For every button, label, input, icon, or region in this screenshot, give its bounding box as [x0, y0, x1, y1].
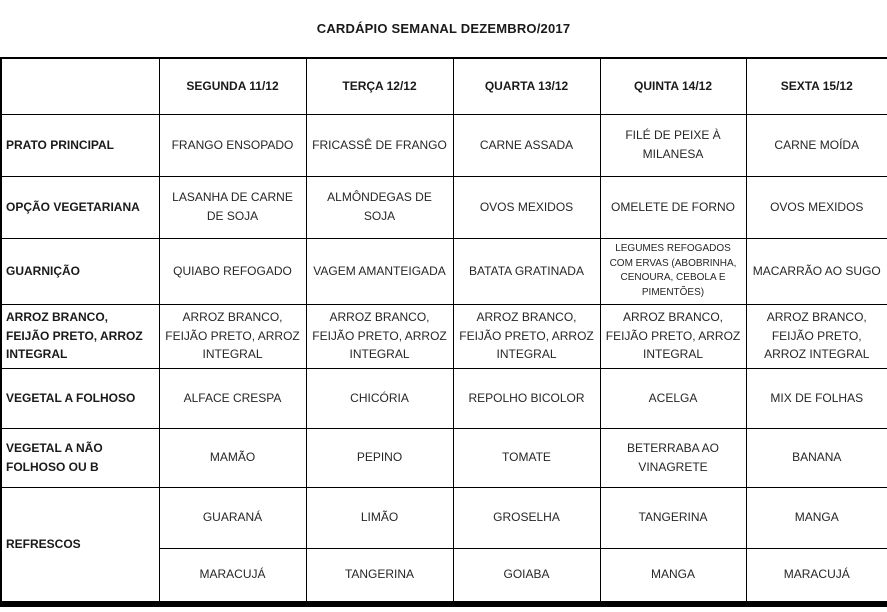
row-label-guarnicao: GUARNIÇÃO	[1, 238, 159, 304]
menu-cell: CARNE ASSADA	[453, 114, 600, 176]
table-row-vegetal-nao-folhoso	[1, 428, 887, 487]
menu-cell: VAGEM AMANTEIGADA	[306, 238, 453, 304]
menu-cell: CHICÓRIA	[306, 368, 453, 428]
title-bar	[0, 0, 887, 57]
menu-cell: MIX DE FOLHAS	[746, 368, 887, 428]
row-label-prato-principal: PRATO PRINCIPAL	[1, 114, 159, 176]
menu-cell: OMELETE DE FORNO	[600, 176, 746, 238]
menu-cell: LASANHA DE CARNE DE SOJA	[159, 176, 306, 238]
day-header-quarta: QUARTA 13/12	[453, 58, 600, 114]
menu-cell: GOIABA	[453, 548, 600, 604]
row-label-refrescos: REFRESCOS	[1, 487, 159, 604]
table-row-vegetal-folhoso	[1, 368, 887, 428]
menu-cell: OVOS MEXIDOS	[746, 176, 887, 238]
weekly-menu-table	[0, 57, 887, 607]
corner-cell	[1, 58, 159, 114]
menu-cell: GUARANÁ	[159, 487, 306, 548]
menu-cell: MANGA	[600, 548, 746, 604]
page-title: CARDÁPIO SEMANAL DEZEMBRO/2017	[316, 21, 571, 36]
menu-cell: CARNE MOÍDA	[746, 114, 887, 176]
menu-cell: TANGERINA	[306, 548, 453, 604]
menu-cell: ARROZ BRANCO, FEIJÃO PRETO, ARROZ INTEGRAL	[746, 304, 887, 368]
menu-cell: MANGA	[746, 487, 887, 548]
menu-cell: ALMÔNDEGAS DE SOJA	[306, 176, 453, 238]
menu-cell: BANANA	[746, 428, 887, 487]
header-row	[1, 58, 887, 114]
menu-cell: MAMÃO	[159, 428, 306, 487]
menu-cell: FRICASSÊ DE FRANGO	[306, 114, 453, 176]
menu-cell: MARACUJÁ	[746, 548, 887, 604]
menu-cell: OVOS MEXIDOS	[453, 176, 600, 238]
menu-cell: REPOLHO BICOLOR	[453, 368, 600, 428]
menu-cell: GROSELHA	[453, 487, 600, 548]
menu-cell: ACELGA	[600, 368, 746, 428]
row-label-vegetal-nao-folhoso: VEGETAL A NÃO FOLHOSO OU B	[1, 428, 159, 487]
menu-cell: FILÉ DE PEIXE À MILANESA	[600, 114, 746, 176]
menu-cell: ARROZ BRANCO, FEIJÃO PRETO, ARROZ INTEGRAL	[600, 304, 746, 368]
day-header-segunda: SEGUNDA 11/12	[159, 58, 306, 114]
row-label-vegetal-folhoso: VEGETAL A FOLHOSO	[1, 368, 159, 428]
row-label-arroz-feijao: ARROZ BRANCO, FEIJÃO PRETO, ARROZ INTEGRAL	[1, 304, 159, 368]
table-row-opcao-vegetariana	[1, 176, 887, 238]
menu-cell: BATATA GRATINADA	[453, 238, 600, 304]
menu-cell: TOMATE	[453, 428, 600, 487]
menu-cell: QUIABO REFOGADO	[159, 238, 306, 304]
table-row-guarnicao	[1, 238, 887, 304]
menu-cell: PEPINO	[306, 428, 453, 487]
table-row-prato-principal	[1, 114, 887, 176]
day-header-quinta: QUINTA 14/12	[600, 58, 746, 114]
row-label-opcao-vegetariana: OPÇÃO VEGETARIANA	[1, 176, 159, 238]
menu-cell: ARROZ BRANCO, FEIJÃO PRETO, ARROZ INTEGRAL	[306, 304, 453, 368]
menu-cell: TANGERINA	[600, 487, 746, 548]
menu-cell: MARACUJÁ	[159, 548, 306, 604]
menu-cell: ARROZ BRANCO, FEIJÃO PRETO, ARROZ INTEGRAL	[453, 304, 600, 368]
menu-cell: FRANGO ENSOPADO	[159, 114, 306, 176]
menu-cell: ALFACE CRESPA	[159, 368, 306, 428]
table-row-refrescos-1	[1, 487, 887, 548]
menu-cell: ARROZ BRANCO, FEIJÃO PRETO, ARROZ INTEGRAL	[159, 304, 306, 368]
day-header-sexta: SEXTA 15/12	[746, 58, 887, 114]
day-header-terca: TERÇA 12/12	[306, 58, 453, 114]
menu-cell: LIMÃO	[306, 487, 453, 548]
menu-cell: MACARRÃO AO SUGO	[746, 238, 887, 304]
menu-cell: BETERRABA AO VINAGRETE	[600, 428, 746, 487]
table-row-arroz-feijao	[1, 304, 887, 368]
menu-cell: LEGUMES REFOGADOS COM ERVAS (ABOBRINHA, CENOURA, CEBOLA E PIMENTÕES)	[600, 238, 746, 304]
